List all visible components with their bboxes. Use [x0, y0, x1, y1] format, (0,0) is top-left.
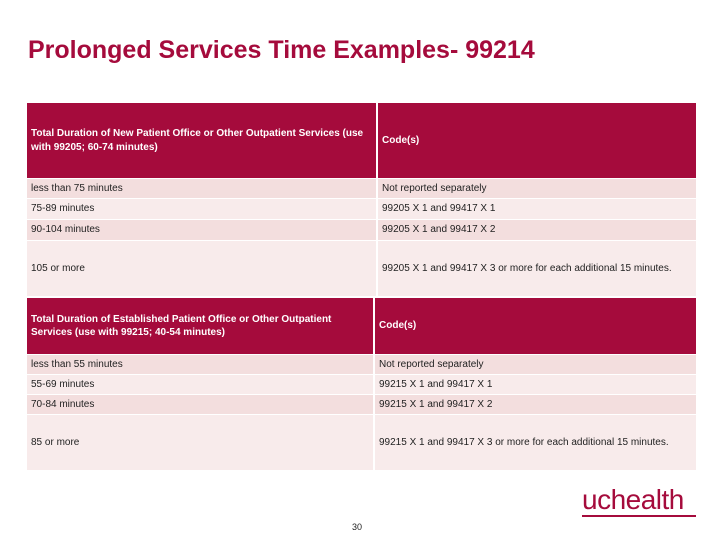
codes-cell: Not reported separately	[378, 178, 696, 198]
table-row	[27, 414, 696, 470]
logo-underline	[582, 515, 696, 517]
table-header-row	[27, 103, 696, 178]
duration-cell: 55-69 minutes	[27, 374, 375, 394]
header-codes: Code(s)	[378, 103, 696, 178]
duration-cell: 85 or more	[27, 414, 375, 470]
page-number: 30	[352, 522, 363, 532]
table-row	[27, 354, 696, 374]
duration-cell: 70-84 minutes	[27, 394, 375, 414]
table-row	[27, 219, 696, 240]
table-row	[27, 374, 696, 394]
codes-cell: 99215 X 1 and 99417 X 2	[375, 394, 696, 414]
codes-cell: 99215 X 1 and 99417 X 3 or more for each additional 15 minutes.	[375, 414, 696, 470]
duration-cell: 75-89 minutes	[27, 198, 378, 219]
codes-cell: 99205 X 1 and 99417 X 2	[378, 219, 696, 240]
header-codes: Code(s)	[375, 298, 696, 354]
page-title: Prolonged Services Time Examples- 99214	[28, 36, 535, 64]
codes-cell: 99205 X 1 and 99417 X 3 or more for each additional 15 minutes.	[378, 240, 696, 296]
table-row	[27, 394, 696, 414]
header-duration: Total Duration of New Patient Office or Other Outpatient Services (use with 99205; 60-74 minutes)	[27, 103, 378, 178]
duration-cell: 90-104 minutes	[27, 219, 378, 240]
new-patient-table	[27, 103, 696, 296]
table-header-row	[27, 298, 696, 354]
table-row	[27, 178, 696, 198]
duration-cell: less than 55 minutes	[27, 354, 375, 374]
codes-cell: 99215 X 1 and 99417 X 1	[375, 374, 696, 394]
uchealth-logo: uchealth	[582, 484, 684, 515]
table-row	[27, 198, 696, 219]
duration-cell: less than 75 minutes	[27, 178, 378, 198]
codes-cell: Not reported separately	[375, 354, 696, 374]
codes-cell: 99205 X 1 and 99417 X 1	[378, 198, 696, 219]
header-duration: Total Duration of Established Patient Office or Other Outpatient Services (use with 99215; 40-54 minutes)	[27, 298, 375, 354]
established-patient-table	[27, 298, 696, 470]
duration-cell: 105 or more	[27, 240, 378, 296]
table-row	[27, 240, 696, 296]
